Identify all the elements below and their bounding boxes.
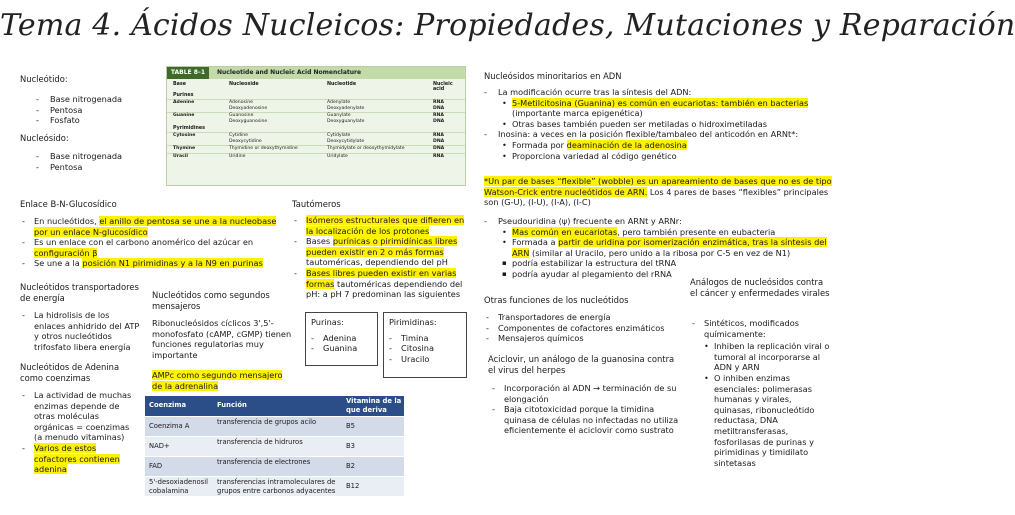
table-cell: Uracil bbox=[173, 154, 188, 159]
text: Se une a la bbox=[34, 258, 83, 269]
purinas-heading: Purinas: bbox=[311, 317, 344, 327]
wobble-note bbox=[484, 176, 834, 208]
adenina-list bbox=[22, 390, 140, 475]
list-item: • O inhiben enzimas esenciales: polimerasas humanas y virales, quinasas, ribonucleótido reductasa, DNA metiltransferasas, fosforilasas de purinas y pirimidinas y timidilato sintetasas bbox=[704, 373, 832, 468]
table-cell: Cytosine bbox=[173, 133, 196, 138]
table-cell: RNA DNA bbox=[433, 100, 445, 111]
table-cell: Thymidine or deoxythymidine bbox=[229, 146, 298, 151]
table-caption: Nucleotide and Nucleic Acid Nomenclature bbox=[217, 69, 362, 76]
table-cell: NAD+ bbox=[149, 442, 170, 450]
analogos-heading: Análogos de nucleósidos contra el cáncer y enfermedades virales bbox=[690, 277, 830, 298]
table-cell: Cytidylate Deoxycytidylate bbox=[327, 133, 365, 144]
table-cell: RNA DNA bbox=[433, 133, 445, 144]
list-item: - Mensajeros químicos bbox=[486, 333, 676, 344]
text: Formada por bbox=[512, 139, 567, 150]
tautomeros-heading: Tautómeros bbox=[292, 199, 341, 209]
highlight: deaminación de la adenosina bbox=[566, 139, 687, 150]
table-cell: B5 bbox=[346, 422, 355, 430]
table-cell: Guanosine Deoxyguanosine bbox=[229, 113, 268, 124]
table-row bbox=[167, 99, 465, 112]
pirimidinas-heading: Pirimidinas: bbox=[389, 317, 437, 327]
list-item: ▪ podría ayudar al plegamiento del rRNA bbox=[502, 269, 836, 280]
nucleosido-list bbox=[36, 151, 146, 172]
highlight: *Un par de bases “flexible” (wobble) es un apareamiento de bases que no es de tipo Watson-Crick entre nucleótidos de ARN. bbox=[484, 176, 832, 197]
highlight: Varios de estos cofactores contienen adenina bbox=[34, 442, 120, 475]
list-item: - Transportadores de energía bbox=[486, 312, 676, 323]
table-section-label: Purines bbox=[173, 93, 194, 98]
highlight: Bases libres pueden existir en varias formas bbox=[306, 267, 457, 289]
table-cell: RNA DNA bbox=[433, 113, 445, 124]
table-row bbox=[167, 132, 465, 145]
purinas-box bbox=[305, 312, 378, 366]
mensajeros-text: Ribonucleósidos cíclicos 3',5'-monofosfato (cAMP, cGMP) tienen funciones regulatorias muy importante bbox=[152, 318, 292, 360]
pseudouridina-list bbox=[484, 216, 836, 280]
table-row bbox=[167, 145, 465, 153]
list-item: - Timina bbox=[389, 333, 461, 344]
header-funcion: Función bbox=[217, 401, 247, 409]
header-coenzima: Coenzima bbox=[149, 401, 187, 409]
list-item bbox=[692, 318, 832, 468]
text: tautoméricas, dependiendo del pH bbox=[306, 257, 448, 268]
list-item: - La hidrolisis de los enlaces anhidrido del ATP y otros nucleótidos trifosfato libera energía bbox=[22, 310, 140, 352]
table-cell: B2 bbox=[346, 462, 355, 470]
text: Pseudouridina (ψ) frecuente en ARNt y ARNr: bbox=[498, 216, 682, 226]
list-item bbox=[484, 87, 834, 129]
table-cell: RNA bbox=[433, 154, 444, 159]
table-cell: transferencias intramoleculares de grupos entre carbonos adyacentes bbox=[217, 478, 336, 495]
list-item: - Componentes de cofactores enzimáticos bbox=[486, 323, 676, 334]
list-item: ▪ podría estabilizar la estructura del tRNA bbox=[502, 258, 836, 269]
table-cell: FAD bbox=[149, 462, 163, 470]
header-vitamina: Vitamina de la que deriva bbox=[346, 397, 402, 414]
table-cell: Adenylate Deoxyadenylate bbox=[327, 100, 365, 111]
nucleosido-heading: Nucleósido: bbox=[20, 133, 69, 143]
table-cell: Uridine bbox=[229, 154, 246, 159]
col-acid: Nucleic acid bbox=[433, 82, 453, 92]
list-item: - Baja citotoxicidad porque la timidina quinasa de células no infectadas no utiliza eficientemente el aciclovir como sustrato bbox=[492, 404, 682, 436]
table-row bbox=[145, 416, 404, 436]
analogos-list bbox=[692, 318, 832, 468]
table-cell: Guanylate Deoxyguanylate bbox=[327, 113, 365, 124]
nucleotido-list bbox=[36, 94, 146, 126]
list-item: - Uracilo bbox=[389, 354, 461, 365]
highlight: 5-Metilcitosina (Guanina) es común en eucariotas: también en bacterias bbox=[512, 97, 809, 108]
text: tautoméricas dependiendo del pH: a pH 7 predominan las siguientes bbox=[306, 278, 463, 300]
table-cell: Cytidine Deoxycytidine bbox=[229, 133, 262, 144]
list-item bbox=[22, 237, 280, 258]
list-item: • Inhiben la replicación viral o tumoral al incorporarse al ADN y ARN bbox=[704, 341, 832, 373]
highlight: el anillo de pentosa se une a la nucleobase por un enlace N-glucosídico bbox=[34, 216, 277, 237]
highlight: purínicas o pirimidínicas libres pueden existir en 2 o más formas bbox=[306, 236, 458, 257]
mensajeros-highlight bbox=[152, 370, 288, 391]
list-item: • Otras bases también pueden ser metiladas o hidroximetiladas bbox=[502, 119, 834, 130]
list-item: - Guanina bbox=[311, 343, 372, 354]
col-nucleoside: Nucleoside bbox=[229, 82, 259, 87]
list-item: - Base nitrogenada bbox=[36, 94, 146, 105]
list-item: • Proporciona variedad al código genético bbox=[502, 151, 834, 162]
highlight: Mas común en eucariotas bbox=[512, 226, 618, 237]
nomenclature-table bbox=[166, 66, 466, 186]
table-cell: 5'-desoxiadenosil cobalamina bbox=[149, 478, 208, 495]
table-cell: Thymine bbox=[173, 146, 196, 151]
list-item bbox=[294, 215, 470, 236]
text: Bases bbox=[306, 236, 333, 247]
table-cell: Thymidylate or deoxythymidylate bbox=[327, 146, 405, 151]
highlight: partir de uridina por isomerización enzimática, tras la síntesis del ARN bbox=[512, 237, 827, 258]
transportadores-heading: Nucleótidos transportadores de energía bbox=[20, 282, 139, 303]
table-row bbox=[145, 476, 404, 496]
table-head bbox=[145, 396, 404, 416]
table-row bbox=[167, 112, 465, 125]
list-item: - Adenina bbox=[311, 333, 372, 344]
coenzyme-table bbox=[145, 396, 404, 495]
highlight: configuración β bbox=[34, 247, 98, 258]
text: Inosina: a veces en la posición flexible/tambaleo del anticodón en ARNt*: bbox=[498, 129, 799, 140]
list-item bbox=[484, 216, 836, 280]
table-row bbox=[167, 153, 465, 161]
highlight: AMPc como segundo mensajero de la adrenalina bbox=[152, 370, 283, 391]
list-item bbox=[294, 268, 470, 300]
list-item: - La actividad de muchas enzimas depende de otras moléculas orgánicas = coenzimas (a menudo vitaminas) bbox=[22, 390, 140, 443]
list-item bbox=[502, 140, 834, 151]
enlace-list bbox=[22, 216, 280, 269]
table-tag: TABLE 8–1 bbox=[167, 67, 209, 79]
text: La modificación ocurre tras la síntesis del ADN: bbox=[498, 87, 692, 97]
list-item: - Pentosa bbox=[36, 105, 146, 116]
list-item bbox=[22, 216, 280, 237]
table-header-bar bbox=[167, 67, 465, 79]
table-cell: B12 bbox=[346, 482, 360, 490]
adenina-heading: Nucleótidos de Adenina como coenzimas bbox=[20, 362, 120, 383]
table-cell: Coenzima A bbox=[149, 422, 190, 430]
text: Formada a bbox=[512, 237, 559, 248]
list-item: - Pentosa bbox=[36, 162, 146, 173]
col-base: Base bbox=[173, 82, 187, 87]
pirimidinas-box bbox=[383, 312, 467, 378]
table-cell: DNA bbox=[433, 146, 445, 151]
table-cell: Guanine bbox=[173, 113, 195, 118]
highlight: posición N1 pirimidinas y a la N9 en purinas bbox=[82, 258, 263, 269]
text: (importante marca epigenética) bbox=[512, 108, 643, 119]
table-section-label: Pyrimidines bbox=[173, 126, 205, 131]
table-cell: transferencia de hidruros bbox=[217, 438, 303, 446]
transportadores-list bbox=[22, 310, 140, 352]
table-cell: transferencia de electrones bbox=[217, 458, 311, 466]
enlace-heading: Enlace B-N-Glucosídico bbox=[20, 199, 117, 209]
nucleotido-heading: Nucleótido: bbox=[20, 74, 68, 84]
text: (similar al Uracilo, pero unido a la ribosa por C-5 en vez de N1) bbox=[529, 247, 791, 258]
list-item: - Incorporación al ADN → terminación de su elongación bbox=[492, 383, 682, 404]
tautomeros-list bbox=[294, 215, 470, 300]
text: , pero también presente en eubacteria bbox=[617, 226, 776, 237]
otras-funciones-list bbox=[486, 312, 676, 344]
otras-funciones-heading: Otras funciones de los nucleótidos bbox=[484, 295, 629, 305]
minoritarios-list bbox=[484, 87, 834, 161]
list-item: - Citosina bbox=[389, 343, 461, 354]
text: Es un enlace con el carbono anomérico del azúcar en bbox=[34, 237, 254, 248]
list-item bbox=[294, 236, 470, 268]
table-row bbox=[145, 456, 404, 476]
aciclovir-list bbox=[492, 383, 682, 436]
list-item: - Fosfato bbox=[36, 115, 146, 126]
minoritarios-heading: Nucleósidos minoritarios en ADN bbox=[484, 71, 622, 81]
table-cell: Uridylate bbox=[327, 154, 348, 159]
mensajeros-heading: Nucleótidos como segundos mensajeros bbox=[152, 290, 270, 311]
table-body bbox=[167, 92, 465, 161]
list-item bbox=[484, 129, 834, 161]
list-item bbox=[502, 227, 836, 238]
list-item bbox=[22, 258, 280, 269]
highlight: Isómeros estructurales que difieren en la localización de los protones bbox=[306, 215, 465, 236]
table-cell: Adenine bbox=[173, 100, 195, 105]
table-cell: transferencia de grupos acilo bbox=[217, 418, 317, 426]
table-cell: Adenosine Deoxyadenosine bbox=[229, 100, 268, 111]
list-item: - Base nitrogenada bbox=[36, 151, 146, 162]
page-title: Tema 4. Ácidos Nucleicos: Propiedades, Mutaciones y Reparación bbox=[0, 8, 1015, 43]
table-cell: B3 bbox=[346, 442, 355, 450]
text: Los 4 pares de bases “flexibles” principales son (G-U), (I-U), (I-A), (I-C) bbox=[484, 186, 829, 208]
list-item bbox=[502, 98, 834, 119]
table-row bbox=[145, 436, 404, 456]
text: Sintéticos, modificados químicamente: bbox=[704, 318, 799, 339]
table-body bbox=[145, 416, 404, 496]
text: En nucleótidos, bbox=[34, 216, 100, 226]
list-item bbox=[502, 237, 836, 258]
col-nucleotide: Nucleotide bbox=[327, 82, 357, 87]
aciclovir-heading: Aciclovir, un análogo de la guanosina contra el virus del herpes bbox=[488, 354, 675, 375]
list-item bbox=[22, 443, 140, 475]
